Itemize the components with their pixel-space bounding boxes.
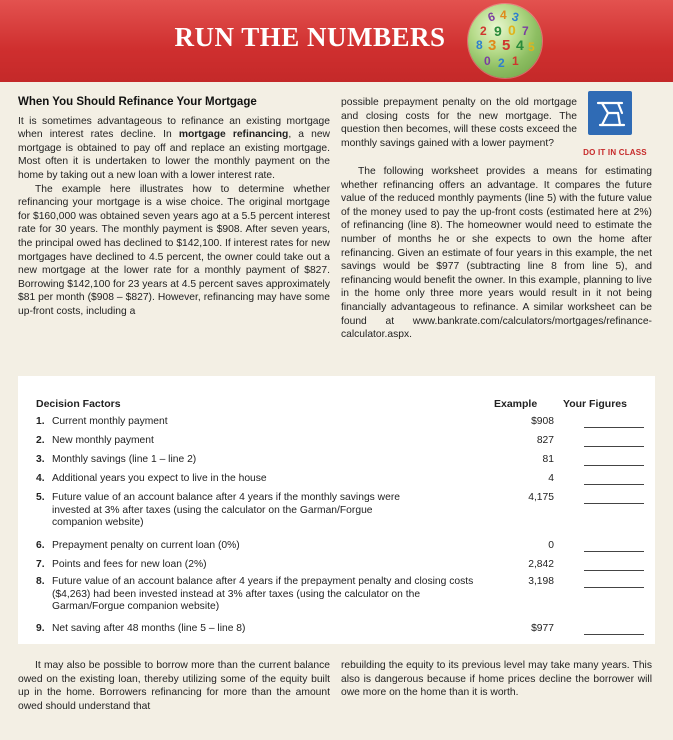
your-figure-blank[interactable] — [584, 570, 644, 571]
globe-digit: 3 — [510, 9, 521, 25]
number-globe-icon — [468, 4, 542, 78]
row-label: Additional years you expect to live in the house — [52, 473, 267, 484]
header-decision-factors: Decision Factors — [36, 398, 121, 410]
globe-digit: 0 — [508, 22, 516, 38]
globe-digit: 4 — [516, 37, 524, 53]
your-figure-blank[interactable] — [584, 427, 644, 428]
row-label: Points and fees for new loan (2%) — [52, 559, 207, 570]
intro-text-b: , a new mortgage is obtained to pay off and replace an existing mortgage. Most often it is undertaken to lower the monthly payment on the home by taking out a new loan with a lower interest rate. — [18, 129, 330, 181]
row-label: Current monthly payment — [52, 416, 168, 427]
row-example-value: 0 — [548, 540, 554, 551]
bottom-left-paragraph: It may also be possible to borrow more than the current balance owed on the existing loan, thereby utilizing some of the equity built up in the home. Borrowers refinancing for more than the amount owed should understand that — [18, 660, 330, 712]
globe-digit: 7 — [522, 24, 529, 38]
row-number: 7. — [36, 559, 45, 570]
row-example-value: $977 — [531, 623, 554, 634]
globe-digit: 9 — [494, 23, 502, 39]
globe-digit: 5 — [502, 37, 511, 54]
row-number: 9. — [36, 623, 45, 634]
globe-digit: 4 — [500, 8, 507, 22]
desk-chair-icon — [588, 91, 632, 135]
your-figure-blank[interactable] — [584, 587, 644, 588]
row-example-value: 4 — [548, 473, 554, 484]
example-paragraph: The example here illustrates how to determine whether refinancing your mortgage is a wise choice. The original mortgage for $160,000 was obtained seven years ago at a 5.5 percent interest rate for 30 years. The monthly payment is $908. After seven years, the principal owed has declined to $142,100. If interest rates for new mortgages have declined to 4.5 percent, the owner could take out a new mortgage at the lower rate for a monthly payment of $827. Borrowing $142,100 for 23 years at 4.5 percent saves approximately $81 per month ($908 – $827). However, refinancing may have some up-front costs, including a — [18, 183, 330, 317]
your-figure-blank[interactable] — [584, 551, 644, 552]
banner-title: RUN THE NUMBERS — [174, 22, 446, 52]
row-number: 6. — [36, 540, 45, 551]
row-example-value: 81 — [542, 454, 554, 465]
banner — [0, 0, 673, 82]
globe-digit: 6 — [485, 9, 497, 25]
intro-paragraph — [18, 115, 330, 183]
your-figure-blank[interactable] — [584, 484, 644, 485]
section-heading: When You Should Refinance Your Mortgage — [18, 96, 257, 108]
row-number: 3. — [36, 454, 45, 465]
globe-digit: 0 — [484, 54, 491, 68]
row-example-value: 827 — [536, 435, 554, 446]
continuation-paragraph: possible prepayment penalty on the old mortgage and closing costs for the new mortgage. The question then becomes, will these costs exceed the monthly savings gained with a lower payment? — [341, 97, 577, 149]
header-your-figures: Your Figures — [563, 398, 627, 410]
globe-digit: 3 — [488, 37, 497, 54]
row-example-value: $908 — [531, 416, 554, 427]
row-number: 5. — [36, 492, 45, 503]
worksheet-table — [18, 376, 655, 644]
row-number: 2. — [36, 435, 45, 446]
your-figure-blank[interactable] — [584, 503, 644, 504]
your-figure-blank[interactable] — [584, 465, 644, 466]
row-label: Future value of an account balance after 4 years if the prepayment penalty and closing costs ($4,263) had been invested instead at 3% after taxes (using the calculator on the Garman/Forgue companion website) — [52, 576, 474, 612]
row-label: New monthly payment — [52, 435, 154, 446]
row-label: Monthly savings (line 1 – line 2) — [52, 454, 197, 465]
right-column-top — [341, 96, 577, 150]
globe-digit: 5 — [528, 40, 535, 54]
right-column-main — [341, 165, 652, 342]
your-figure-blank[interactable] — [584, 634, 644, 635]
row-number: 4. — [36, 473, 45, 484]
row-label: Future value of an account balance after 4 years if the monthly savings were invested at 3% after taxes (using the calculator on the Garman/Forgue companion website) — [52, 492, 400, 528]
left-column — [18, 96, 330, 319]
your-figure-blank[interactable] — [584, 446, 644, 447]
intro-text-a: It is sometimes advantageous to refinance an existing mortgage when interest rates decline. In — [18, 115, 330, 141]
globe-digit: 2 — [498, 56, 505, 70]
bottom-right-paragraph: rebuilding the equity to its previous level may take many years. This also is dangerous because if home prices decline the borrower will owe more on the home than it is worth. — [341, 660, 652, 699]
do-it-in-class-label: DO IT IN CLASS — [583, 148, 647, 157]
worksheet-intro-paragraph: The following worksheet provides a means for estimating whether refinancing offers an advantage. It compares the future value of the reduced monthly payments (line 5) with the future value of the money used to pay the up-front costs (estimated here at 2%) of refinancing (line 8). The homeowner would need to estimate the number of months he or she expects to own the home after refinancing. Given an estimate of four years in this example, the net savings would be $977 (subtracting line 8 from line 5), and refinancing would benefit the owner. In this example, planning to live in the home only three more years would result in it not being financially advantageous to refinance. A similar worksheet can be found at www.bankrate.com/calculators/mortgages/refinance-calculator.aspx. — [341, 166, 652, 341]
row-number: 8. — [36, 576, 45, 587]
globe-digit: 2 — [480, 24, 487, 38]
globe-digit: 1 — [512, 54, 519, 68]
row-example-value: 3,198 — [528, 576, 554, 587]
row-example-value: 2,842 — [528, 559, 554, 570]
key-term: mortgage refinancing — [178, 129, 289, 141]
globe-digit: 8 — [476, 38, 483, 52]
row-label: Prepayment penalty on current loan (0%) — [52, 540, 240, 551]
header-example: Example — [494, 398, 538, 410]
row-number: 1. — [36, 416, 45, 427]
row-label: Net saving after 48 months (line 5 – line 8) — [52, 623, 246, 634]
row-example-value: 4,175 — [528, 492, 554, 503]
